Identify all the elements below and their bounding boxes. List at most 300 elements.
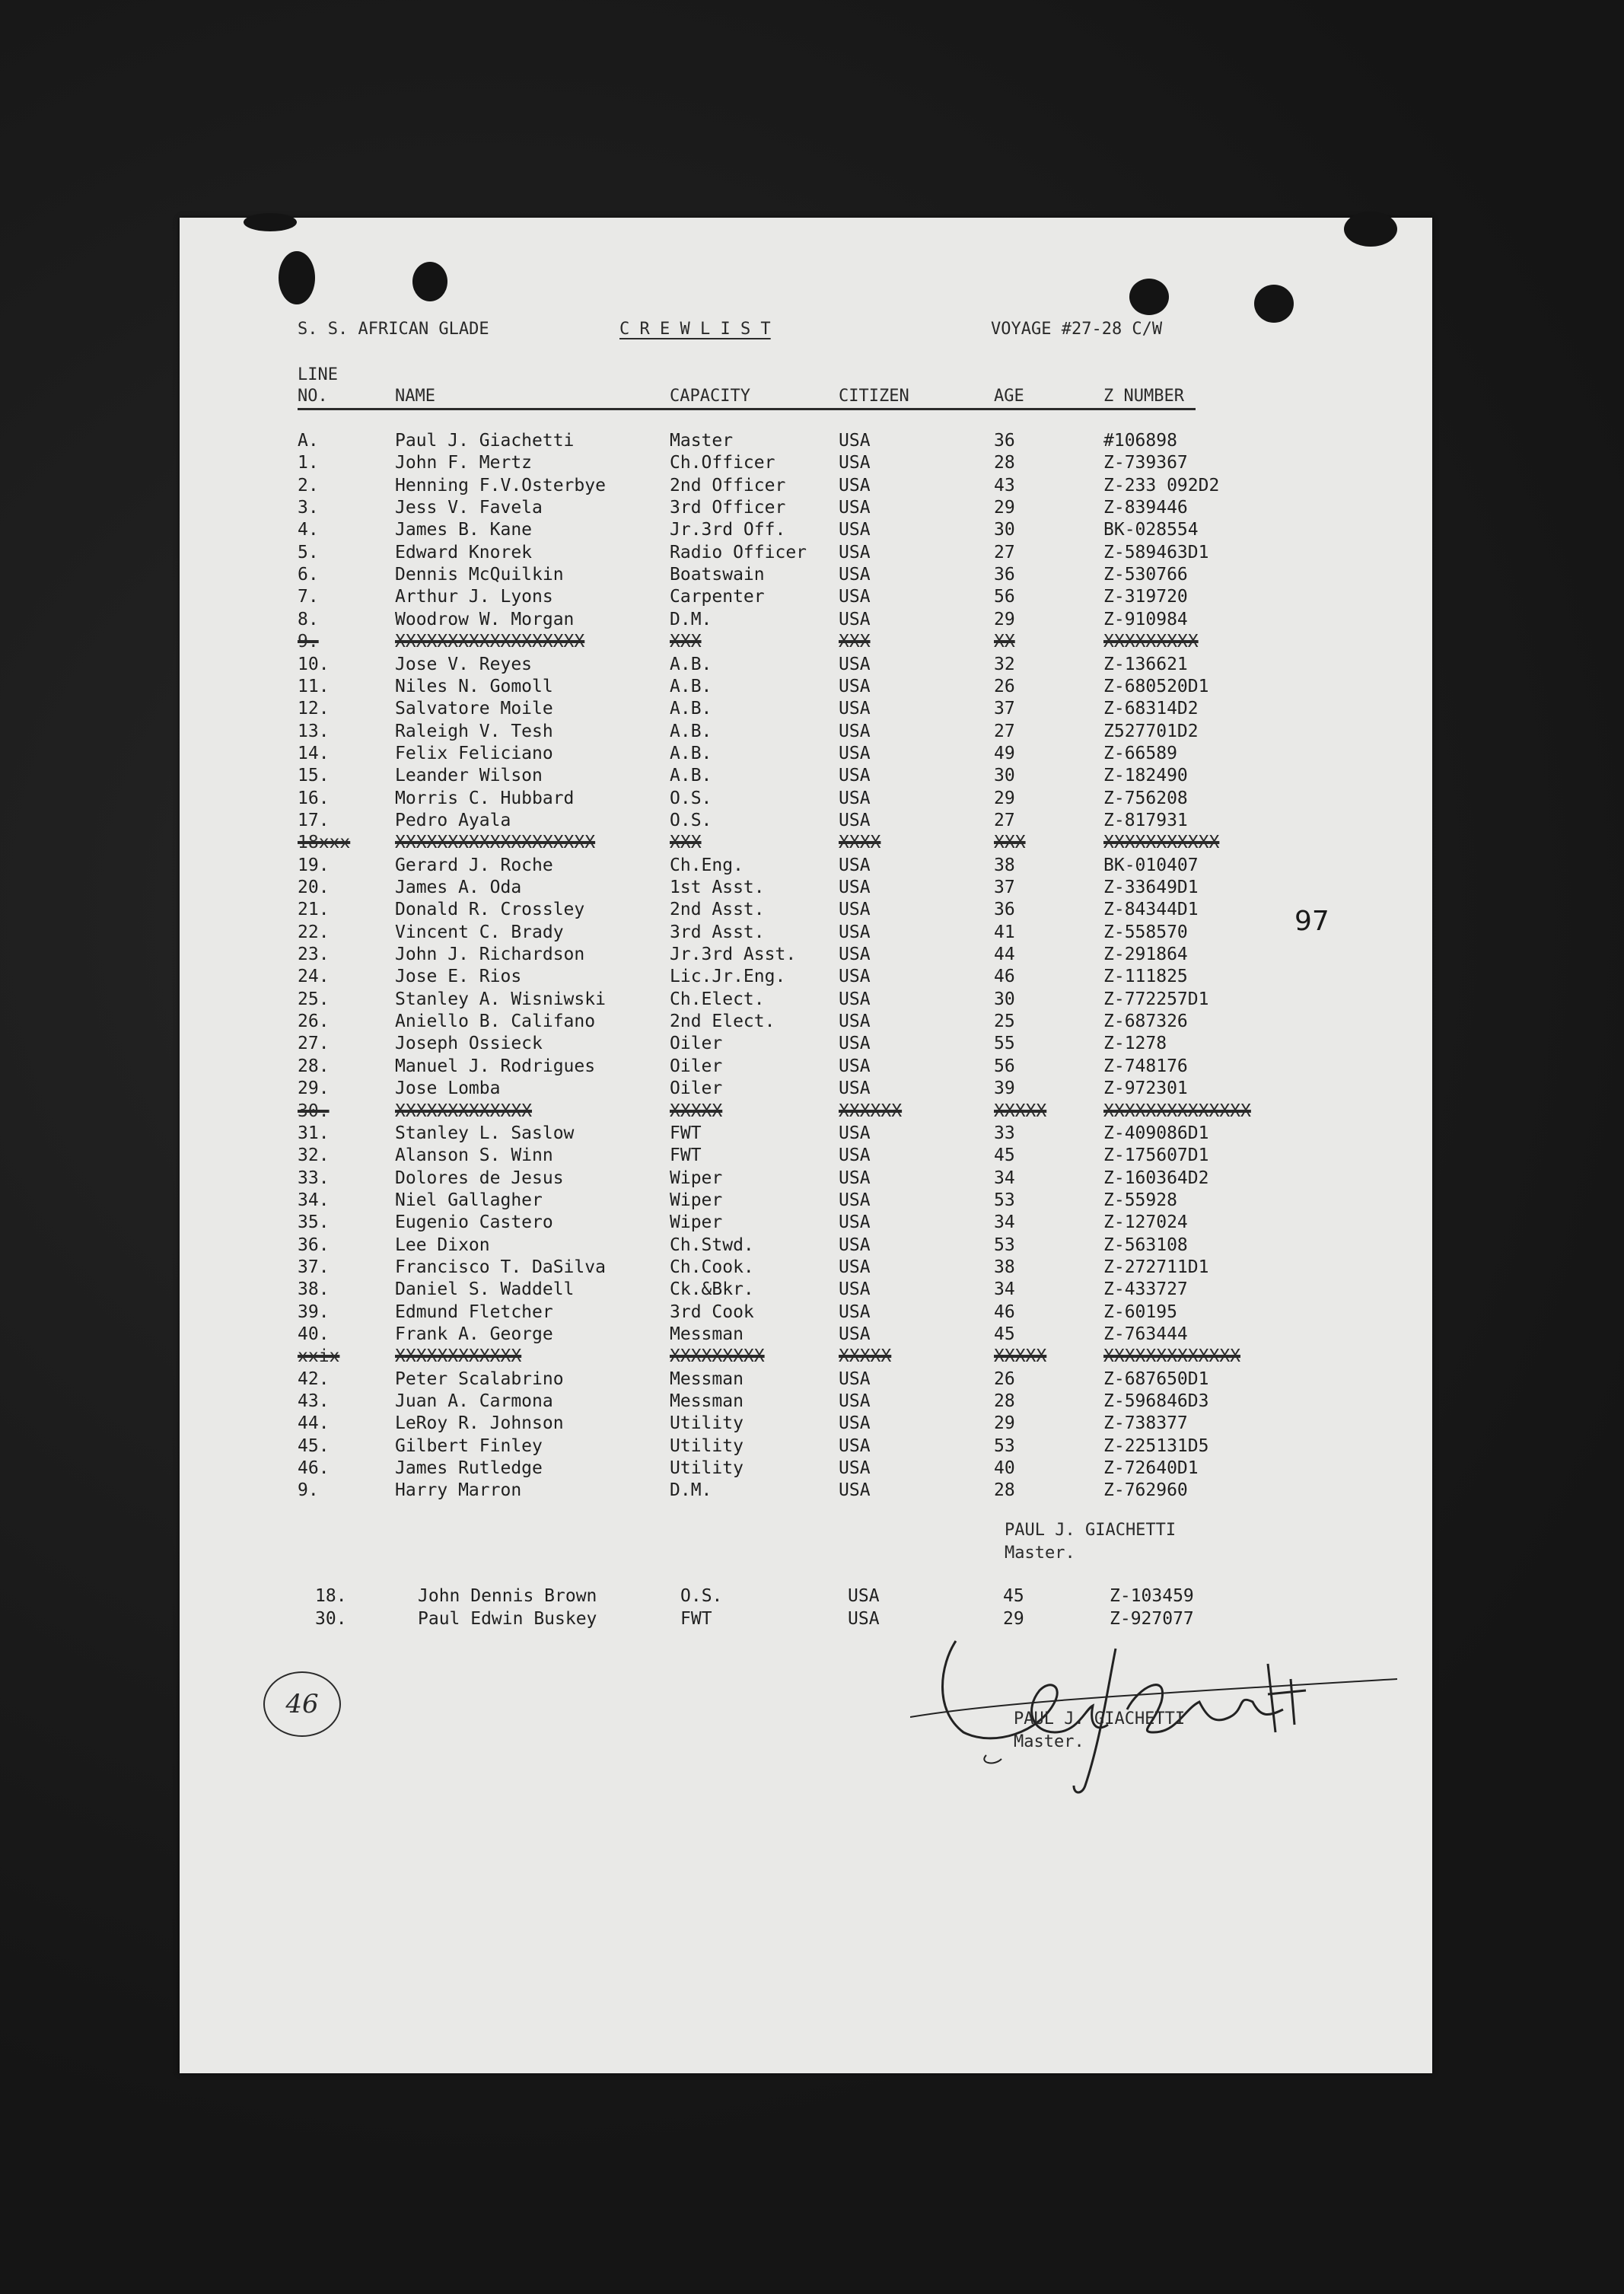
crew-age: 36 bbox=[994, 565, 1015, 585]
crew-z-number: Z-175607D1 bbox=[1103, 1145, 1209, 1166]
crew-capacity: Ch.Cook. bbox=[670, 1257, 754, 1277]
table-row bbox=[180, 476, 1432, 498]
table-row bbox=[180, 1056, 1432, 1078]
crew-capacity: Ch.Stwd. bbox=[670, 1235, 754, 1255]
crew-citizenship: USA bbox=[839, 1168, 871, 1188]
crew-age: 49 bbox=[994, 743, 1015, 763]
master-name: PAUL J. GIACHETTI bbox=[1005, 1521, 1177, 1540]
header-rule bbox=[298, 408, 1196, 410]
struck-table-row bbox=[180, 1346, 1432, 1368]
paper-tear bbox=[244, 213, 297, 231]
crew-citizenship: USA bbox=[839, 1034, 871, 1054]
crew-name: Felix Feliciano bbox=[395, 743, 553, 763]
crew-name: Jess V. Favela bbox=[395, 498, 543, 518]
crew-name: Gilbert Finley bbox=[395, 1435, 543, 1456]
table-row bbox=[180, 1302, 1432, 1324]
crew-z-number: BK-010407 bbox=[1103, 855, 1199, 875]
crew-age: 41 bbox=[994, 922, 1015, 942]
crew-z-number: Z-748176 bbox=[1103, 1056, 1188, 1076]
crew-citizenship: USA bbox=[839, 565, 871, 585]
column-header-capacity: CAPACITY bbox=[670, 387, 750, 406]
crew-name: Donald R. Crossley bbox=[395, 900, 585, 920]
crew-z-number: Z-66589 bbox=[1103, 743, 1177, 763]
crew-age: XX bbox=[994, 632, 1015, 652]
crew-name: Eugenio Castero bbox=[395, 1212, 553, 1233]
crew-z-number: Z-136621 bbox=[1103, 654, 1188, 674]
crew-z-number: Z-839446 bbox=[1103, 498, 1188, 518]
crew-age: 55 bbox=[994, 1034, 1015, 1054]
crew-z-number: Z-910984 bbox=[1103, 609, 1188, 629]
crew-z-number: Z-33649D1 bbox=[1103, 878, 1199, 897]
crew-z-number: Z-530766 bbox=[1103, 565, 1188, 585]
crew-name: Woodrow W. Morgan bbox=[395, 609, 575, 629]
crew-citizenship: XXXX bbox=[839, 833, 881, 853]
line-number: 23. bbox=[298, 945, 330, 965]
crew-age: 27 bbox=[994, 542, 1015, 562]
line-number: 12. bbox=[298, 699, 330, 719]
crew-name: Stanley A. Wisniwski bbox=[395, 989, 606, 1009]
crew-capacity: Messman bbox=[670, 1391, 744, 1412]
line-number: 44. bbox=[298, 1413, 330, 1434]
line-number: 2. bbox=[298, 475, 319, 495]
crew-age: 29 bbox=[1003, 1609, 1024, 1629]
crew-capacity: A.B. bbox=[670, 654, 712, 674]
crew-age: 25 bbox=[994, 1012, 1015, 1032]
line-number: 30. bbox=[298, 1101, 330, 1121]
table-row bbox=[180, 565, 1432, 587]
crew-age: 29 bbox=[994, 498, 1015, 518]
crew-name: John F. Mertz bbox=[395, 453, 533, 473]
crew-name: Vincent C. Brady bbox=[395, 922, 564, 942]
crew-z-number: Z-762960 bbox=[1103, 1480, 1188, 1501]
crew-name: James Rutledge bbox=[395, 1458, 543, 1479]
crew-z-number: Z-563108 bbox=[1103, 1235, 1188, 1255]
crew-citizenship: USA bbox=[839, 1368, 871, 1389]
crew-capacity: XXXXX bbox=[670, 1101, 723, 1121]
circled-page-note bbox=[263, 1671, 341, 1737]
line-number: 5. bbox=[298, 542, 319, 562]
crew-citizenship: USA bbox=[839, 878, 871, 897]
crew-capacity: XXXXXXXXX bbox=[670, 1346, 765, 1367]
crew-capacity: Ch.Eng. bbox=[670, 855, 744, 875]
crew-citizenship: XXX bbox=[839, 632, 871, 652]
crew-citizenship: USA bbox=[839, 654, 871, 674]
line-number: 46. bbox=[298, 1458, 330, 1479]
crew-list-document bbox=[180, 218, 1432, 2073]
table-row bbox=[180, 967, 1432, 989]
crew-z-number: Z-972301 bbox=[1103, 1078, 1188, 1099]
crew-age: XXXXX bbox=[994, 1101, 1047, 1121]
table-row bbox=[180, 1480, 1432, 1502]
crew-name: Arthur J. Lyons bbox=[395, 587, 553, 607]
crew-age: 39 bbox=[994, 1078, 1015, 1099]
table-row bbox=[180, 587, 1432, 609]
crew-age: 56 bbox=[994, 1056, 1015, 1076]
table-row bbox=[180, 878, 1432, 900]
crew-citizenship: USA bbox=[839, 699, 871, 719]
crew-citizenship: USA bbox=[839, 1413, 871, 1434]
crew-name: Harry Marron bbox=[395, 1480, 522, 1501]
column-header-z-number: Z NUMBER bbox=[1103, 387, 1184, 406]
column-header-line-top: LINE bbox=[298, 365, 338, 384]
paper-tear bbox=[1344, 212, 1397, 247]
crew-age: 38 bbox=[994, 1257, 1015, 1277]
crew-capacity: Carpenter bbox=[670, 587, 765, 607]
crew-citizenship: USA bbox=[839, 989, 871, 1009]
line-number: 27. bbox=[298, 1034, 330, 1054]
master-title: Master. bbox=[1005, 1544, 1075, 1563]
crew-age: XXXXX bbox=[994, 1346, 1047, 1367]
line-number: 15. bbox=[298, 766, 330, 786]
crew-capacity: A.B. bbox=[670, 721, 712, 741]
crew-z-number: #106898 bbox=[1103, 431, 1177, 451]
crew-z-number: Z-103459 bbox=[1110, 1586, 1194, 1606]
crew-age: 40 bbox=[994, 1458, 1015, 1479]
line-number: 1. bbox=[298, 453, 319, 473]
crew-capacity: Ch.Elect. bbox=[670, 989, 765, 1009]
table-row bbox=[180, 453, 1432, 475]
line-number: 9. bbox=[298, 632, 319, 652]
crew-capacity: Oiler bbox=[670, 1034, 723, 1054]
crew-name: Daniel S. Waddell bbox=[395, 1279, 575, 1300]
line-number: 9. bbox=[298, 1480, 319, 1501]
table-row bbox=[180, 431, 1432, 453]
line-number: 13. bbox=[298, 721, 330, 741]
crew-age: 36 bbox=[994, 900, 1015, 920]
crew-z-number: Z-763444 bbox=[1103, 1324, 1188, 1344]
line-number: 35. bbox=[298, 1212, 330, 1233]
crew-age: 28 bbox=[994, 453, 1015, 473]
crew-citizenship: USA bbox=[839, 1145, 871, 1166]
line-number: 31. bbox=[298, 1123, 330, 1143]
table-row bbox=[180, 811, 1432, 833]
crew-z-number: Z-84344D1 bbox=[1103, 900, 1199, 920]
crew-capacity: D.M. bbox=[670, 1480, 712, 1501]
crew-capacity: Wiper bbox=[670, 1190, 723, 1210]
table-row bbox=[180, 1012, 1432, 1034]
punch-hole bbox=[1254, 285, 1294, 323]
crew-citizenship: USA bbox=[839, 945, 871, 965]
crew-citizenship: USA bbox=[848, 1586, 880, 1606]
crew-name: XXXXXXXXXXXX bbox=[395, 1346, 522, 1367]
crew-capacity: Wiper bbox=[670, 1168, 723, 1188]
crew-citizenship: USA bbox=[839, 1257, 871, 1277]
crew-z-number: Z-272711D1 bbox=[1103, 1257, 1209, 1277]
crew-citizenship: XXXXXX bbox=[839, 1101, 903, 1121]
crew-name: Joseph Ossieck bbox=[395, 1034, 543, 1054]
line-number: 40. bbox=[298, 1324, 330, 1344]
struck-table-row bbox=[180, 632, 1432, 654]
crew-name: Edward Knorek bbox=[395, 542, 533, 562]
crew-age: 28 bbox=[994, 1391, 1015, 1412]
crew-z-number: Z-409086D1 bbox=[1103, 1123, 1209, 1143]
crew-name: Lee Dixon bbox=[395, 1235, 490, 1255]
crew-citizenship: USA bbox=[839, 855, 871, 875]
line-number: 8. bbox=[298, 609, 319, 629]
struck-table-row bbox=[180, 833, 1432, 855]
crew-z-number: Z-817931 bbox=[1103, 810, 1188, 830]
punch-hole bbox=[279, 251, 315, 304]
crew-name: Francisco T. DaSilva bbox=[395, 1257, 606, 1277]
line-number: 7. bbox=[298, 587, 319, 607]
crew-capacity: A.B. bbox=[670, 699, 712, 719]
crew-capacity: Messman bbox=[670, 1368, 744, 1389]
crew-capacity: O.S. bbox=[680, 1586, 723, 1606]
crew-z-number: XXXXXXXXXXXXXX bbox=[1103, 1101, 1251, 1121]
crew-age: 27 bbox=[994, 810, 1015, 830]
crew-name: Salvatore Moile bbox=[395, 699, 553, 719]
crew-z-number: Z-687650D1 bbox=[1103, 1368, 1209, 1389]
crew-capacity: Jr.3rd Asst. bbox=[670, 945, 797, 965]
crew-z-number: Z-756208 bbox=[1103, 788, 1188, 808]
crew-capacity: Oiler bbox=[670, 1078, 723, 1099]
crew-name: Edmund Fletcher bbox=[395, 1302, 553, 1322]
crew-name: Jose E. Rios bbox=[395, 967, 522, 987]
crew-name: Frank A. George bbox=[395, 1324, 553, 1344]
crew-z-number: Z-687326 bbox=[1103, 1012, 1188, 1032]
crew-z-number: Z-127024 bbox=[1103, 1212, 1188, 1233]
crew-citizenship: USA bbox=[839, 609, 871, 629]
crew-citizenship: USA bbox=[839, 1458, 871, 1479]
crew-z-number: Z-1278 bbox=[1103, 1034, 1167, 1054]
crew-z-number: Z-596846D3 bbox=[1103, 1391, 1209, 1412]
crew-z-number: XXXXXXXXXXXXX bbox=[1103, 1346, 1241, 1367]
crew-citizenship: USA bbox=[839, 431, 871, 451]
crew-citizenship: USA bbox=[839, 810, 871, 830]
crew-citizenship: USA bbox=[839, 1212, 871, 1233]
crew-age: 53 bbox=[994, 1435, 1015, 1456]
crew-capacity: 1st Asst. bbox=[670, 878, 765, 897]
table-row bbox=[180, 1190, 1432, 1212]
table-row bbox=[180, 989, 1432, 1012]
line-number: 18. bbox=[315, 1586, 347, 1606]
crew-age: 30 bbox=[994, 520, 1015, 540]
crew-age: 53 bbox=[994, 1235, 1015, 1255]
crew-capacity: 2nd Asst. bbox=[670, 900, 765, 920]
line-number: 17. bbox=[298, 810, 330, 830]
table-row bbox=[180, 1279, 1432, 1302]
crew-age: 26 bbox=[994, 676, 1015, 696]
crew-age: 43 bbox=[994, 475, 1015, 495]
table-row bbox=[180, 766, 1432, 788]
crew-capacity: A.B. bbox=[670, 676, 712, 696]
line-number: 32. bbox=[298, 1145, 330, 1166]
line-number: 11. bbox=[298, 676, 330, 696]
margin-note: 97 bbox=[1294, 906, 1329, 937]
crew-z-number: Z-225131D5 bbox=[1103, 1435, 1209, 1456]
crew-name: Henning F.V.Osterbye bbox=[395, 475, 606, 495]
crew-capacity: Lic.Jr.Eng. bbox=[670, 967, 786, 987]
line-number: 45. bbox=[298, 1435, 330, 1456]
table-row bbox=[180, 655, 1432, 677]
table-row bbox=[180, 722, 1432, 744]
crew-capacity: D.M. bbox=[670, 609, 712, 629]
signature-title: Master. bbox=[1014, 1732, 1084, 1751]
crew-name: Dennis McQuilkin bbox=[395, 565, 564, 585]
table-row bbox=[180, 520, 1432, 542]
table-row bbox=[180, 1436, 1432, 1458]
crew-z-number: Z-182490 bbox=[1103, 766, 1188, 786]
circled-page-note-text: 46 bbox=[285, 1689, 319, 1719]
line-number: 28. bbox=[298, 1056, 330, 1076]
crew-citizenship: USA bbox=[839, 788, 871, 808]
crew-capacity: 3rd Cook bbox=[670, 1302, 754, 1322]
crew-citizenship: USA bbox=[839, 1078, 871, 1099]
voyage-number: VOYAGE #27-28 C/W bbox=[991, 320, 1163, 339]
crew-capacity: O.S. bbox=[670, 810, 712, 830]
addition-row bbox=[180, 1586, 1432, 1608]
crew-z-number: Z-55928 bbox=[1103, 1190, 1177, 1210]
crew-age: 32 bbox=[994, 654, 1015, 674]
table-row bbox=[180, 1235, 1432, 1257]
crew-citizenship: USA bbox=[839, 1324, 871, 1344]
table-row bbox=[180, 922, 1432, 945]
table-row bbox=[180, 498, 1432, 520]
table-row bbox=[180, 677, 1432, 699]
crew-capacity: Utility bbox=[670, 1458, 744, 1479]
crew-name: Stanley L. Saslow bbox=[395, 1123, 575, 1143]
crew-z-number: XXXXXXXXXXX bbox=[1103, 833, 1220, 853]
crew-z-number: Z-160364D2 bbox=[1103, 1168, 1209, 1188]
crew-capacity: A.B. bbox=[670, 743, 712, 763]
table-row bbox=[180, 1145, 1432, 1168]
crew-age: 34 bbox=[994, 1168, 1015, 1188]
crew-age: 30 bbox=[994, 989, 1015, 1009]
crew-name: Gerard J. Roche bbox=[395, 855, 553, 875]
crew-age: 30 bbox=[994, 766, 1015, 786]
crew-z-number: Z-111825 bbox=[1103, 967, 1188, 987]
crew-capacity: A.B. bbox=[670, 766, 712, 786]
crew-name: Peter Scalabrino bbox=[395, 1368, 564, 1389]
line-number: 22. bbox=[298, 922, 330, 942]
crew-citizenship: USA bbox=[839, 766, 871, 786]
crew-capacity: 2nd Elect. bbox=[670, 1012, 775, 1032]
crew-capacity: 2nd Officer bbox=[670, 475, 786, 495]
crew-z-number: Z-68314D2 bbox=[1103, 699, 1199, 719]
struck-table-row bbox=[180, 1101, 1432, 1123]
crew-citizenship: USA bbox=[839, 1123, 871, 1143]
crew-citizenship: USA bbox=[839, 743, 871, 763]
line-number: 29. bbox=[298, 1078, 330, 1099]
crew-name: Jose Lomba bbox=[395, 1078, 501, 1099]
crew-z-number: Z-319720 bbox=[1103, 587, 1188, 607]
crew-name: XXXXXXXXXXXXXXXXXX bbox=[395, 632, 585, 652]
crew-capacity: FWT bbox=[680, 1609, 712, 1629]
crew-capacity: Master bbox=[670, 431, 734, 451]
crew-capacity: Jr.3rd Off. bbox=[670, 520, 786, 540]
crew-name: Jose V. Reyes bbox=[395, 654, 533, 674]
crew-capacity: Boatswain bbox=[670, 565, 765, 585]
table-row bbox=[180, 699, 1432, 721]
column-header-age: AGE bbox=[994, 387, 1024, 406]
crew-name: XXXXXXXXXXXXXXXXXXX bbox=[395, 833, 596, 853]
crew-citizenship: USA bbox=[839, 967, 871, 987]
crew-citizenship: USA bbox=[839, 587, 871, 607]
line-number: 30. bbox=[315, 1609, 347, 1629]
crew-age: 26 bbox=[994, 1368, 1015, 1389]
crew-citizenship: USA bbox=[839, 900, 871, 920]
line-number: 18xxx bbox=[298, 833, 351, 853]
crew-citizenship: USA bbox=[839, 498, 871, 518]
crew-z-number: BK-028554 bbox=[1103, 520, 1199, 540]
crew-citizenship: XXXXX bbox=[839, 1346, 892, 1367]
line-number: 42. bbox=[298, 1368, 330, 1389]
line-number: 25. bbox=[298, 989, 330, 1009]
line-number: 21. bbox=[298, 900, 330, 920]
line-number: 3. bbox=[298, 498, 319, 518]
crew-z-number: Z-291864 bbox=[1103, 945, 1188, 965]
table-row bbox=[180, 1078, 1432, 1101]
crew-z-number: Z527701D2 bbox=[1103, 721, 1199, 741]
crew-age: 29 bbox=[994, 609, 1015, 629]
line-number: 43. bbox=[298, 1391, 330, 1412]
crew-name: James B. Kane bbox=[395, 520, 533, 540]
line-number: 38. bbox=[298, 1279, 330, 1300]
crew-name: Alanson S. Winn bbox=[395, 1145, 553, 1166]
crew-age: 34 bbox=[994, 1212, 1015, 1233]
line-number: 34. bbox=[298, 1190, 330, 1210]
crew-age: 46 bbox=[994, 1302, 1015, 1322]
line-number: 39. bbox=[298, 1302, 330, 1322]
crew-citizenship: USA bbox=[839, 1391, 871, 1412]
crew-citizenship: USA bbox=[839, 1480, 871, 1501]
table-row bbox=[180, 1034, 1432, 1056]
crew-citizenship: USA bbox=[839, 721, 871, 741]
crew-citizenship: USA bbox=[839, 1279, 871, 1300]
table-row bbox=[180, 1168, 1432, 1190]
line-number: 37. bbox=[298, 1257, 330, 1277]
crew-z-number: Z-739367 bbox=[1103, 453, 1188, 473]
crew-capacity: 3rd Asst. bbox=[670, 922, 765, 942]
crew-name: Paul Edwin Buskey bbox=[418, 1609, 597, 1629]
crew-age: 45 bbox=[994, 1145, 1015, 1166]
table-row bbox=[180, 855, 1432, 878]
crew-z-number: Z-927077 bbox=[1110, 1609, 1194, 1629]
crew-z-number: Z-738377 bbox=[1103, 1413, 1188, 1434]
crew-z-number: Z-589463D1 bbox=[1103, 542, 1209, 562]
crew-citizenship: USA bbox=[839, 676, 871, 696]
table-row bbox=[180, 1123, 1432, 1145]
line-number: xxix bbox=[298, 1346, 340, 1367]
crew-age: 36 bbox=[994, 431, 1015, 451]
crew-z-number: Z-558570 bbox=[1103, 922, 1188, 942]
crew-name: Juan A. Carmona bbox=[395, 1391, 553, 1412]
crew-age: 34 bbox=[994, 1279, 1015, 1300]
crew-name: Manuel J. Rodrigues bbox=[395, 1056, 596, 1076]
table-row bbox=[180, 945, 1432, 967]
crew-citizenship: USA bbox=[839, 1302, 871, 1322]
crew-citizenship: USA bbox=[839, 1012, 871, 1032]
line-number: 26. bbox=[298, 1012, 330, 1032]
crew-capacity: Utility bbox=[670, 1413, 744, 1434]
crew-z-number: Z-72640D1 bbox=[1103, 1458, 1199, 1479]
crew-name: XXXXXXXXXXXXX bbox=[395, 1101, 533, 1121]
line-number: 6. bbox=[298, 565, 319, 585]
crew-name: Aniello B. Califano bbox=[395, 1012, 596, 1032]
crew-capacity: FWT bbox=[670, 1123, 702, 1143]
crew-citizenship: USA bbox=[839, 1056, 871, 1076]
crew-citizenship: USA bbox=[848, 1609, 880, 1629]
crew-age: 53 bbox=[994, 1190, 1015, 1210]
crew-capacity: Ck.&Bkr. bbox=[670, 1279, 754, 1300]
line-number: 36. bbox=[298, 1235, 330, 1255]
crew-age: 38 bbox=[994, 855, 1015, 875]
crew-citizenship: USA bbox=[839, 453, 871, 473]
crew-name: James A. Oda bbox=[395, 878, 522, 897]
crew-age: 46 bbox=[994, 967, 1015, 987]
crew-age: 33 bbox=[994, 1123, 1015, 1143]
crew-age: 37 bbox=[994, 699, 1015, 719]
